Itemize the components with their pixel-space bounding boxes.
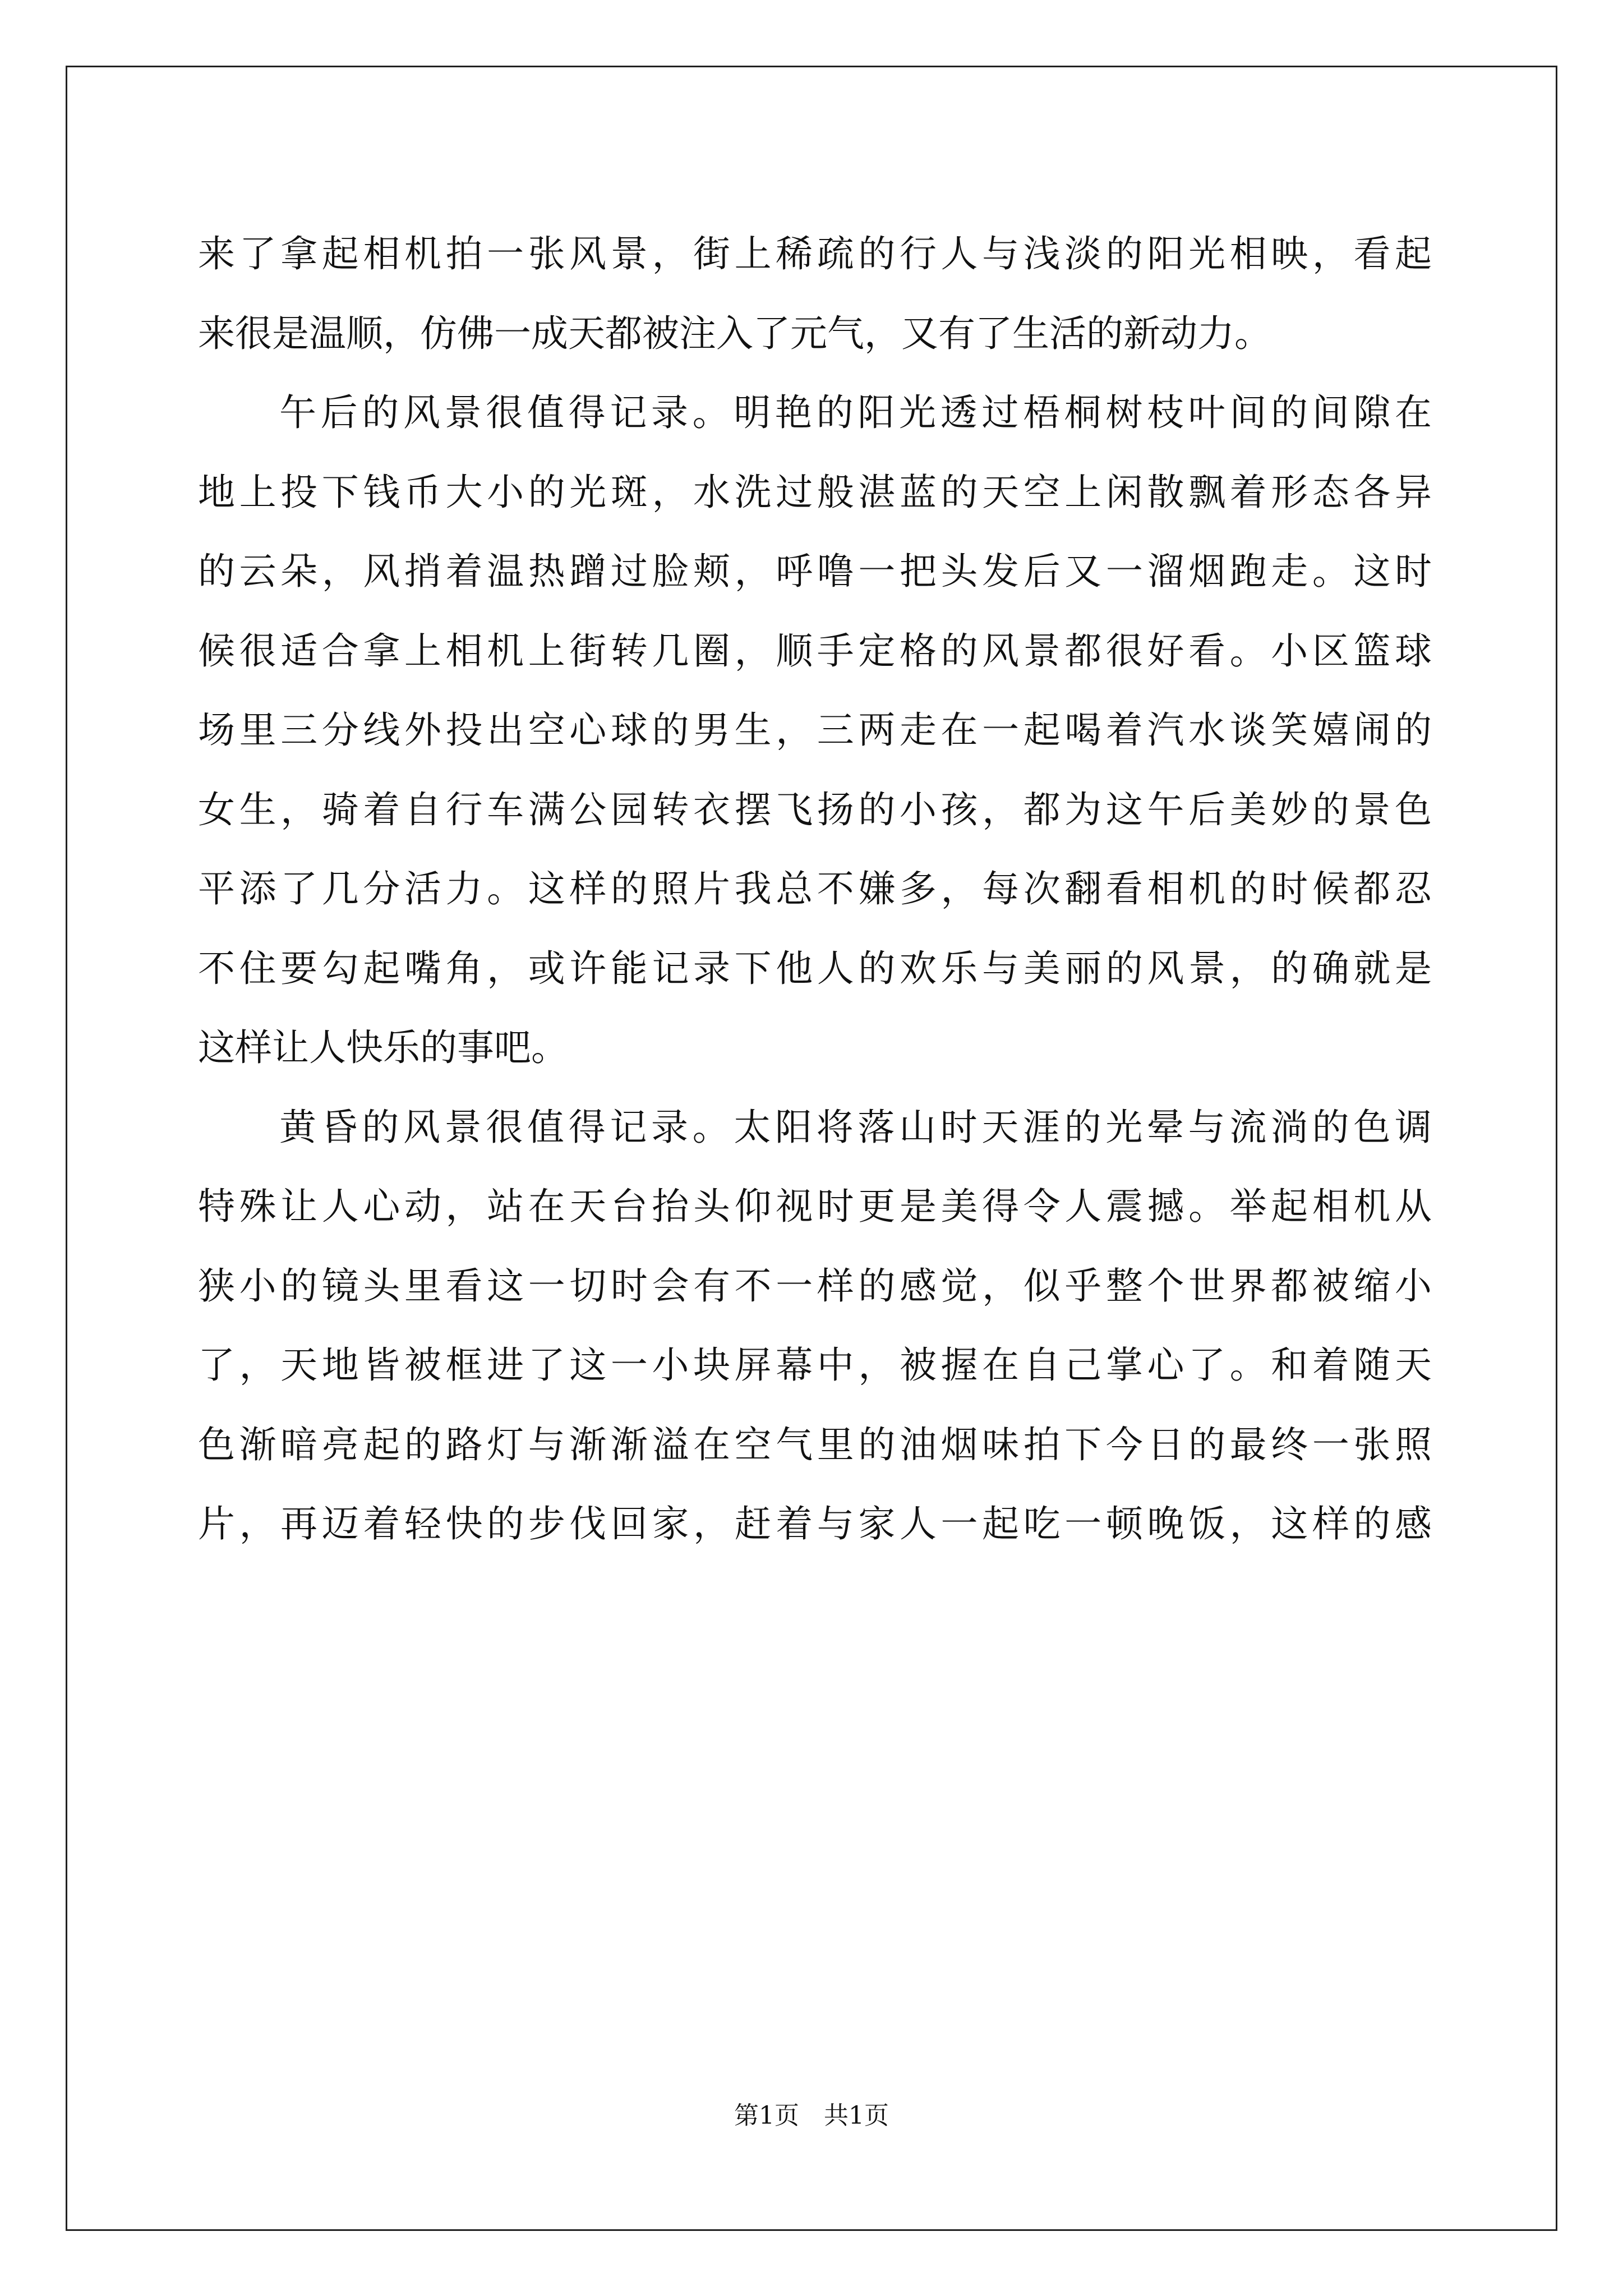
paragraph-start-line: 黄昏的风景很值得记录。太阳将落山时天涯的光晕与流淌的色调 <box>279 1105 1432 1149</box>
text-line: 的云朵，风捎着温热蹭过脸颊，呼噜一把头发后又一溜烟跑走。这时 <box>198 550 1432 593</box>
document-body <box>198 214 1432 1564</box>
text-line: 来了拿起相机拍一张风景，街上稀疏的行人与浅淡的阳光相映，看起 <box>198 232 1432 275</box>
text-line: 地上投下钱币大小的光斑，水洗过般湛蓝的天空上闲散飘着形态各异 <box>198 470 1432 514</box>
text-line: 女生，骑着自行车满公园转衣摆飞扬的小孩，都为这午后美妙的景色 <box>198 788 1432 831</box>
text-line: 场里三分线外投出空心球的男生，三两走在一起喝着汽水谈笑嬉闹的 <box>198 708 1432 752</box>
text-line: 来很是温顺，仿佛一成天都被注入了元气，又有了生活的新动力。 <box>198 311 1271 355</box>
text-line: 了，天地皆被框进了这一小块屏幕中，被握在自己掌心了。和着随天 <box>198 1343 1432 1387</box>
text-line: 色渐暗亮起的路灯与渐渐溢在空气里的油烟味拍下今日的最终一张照 <box>198 1423 1432 1466</box>
text-line: 不住要勾起嘴角，或许能记录下他人的欢乐与美丽的风景，的确就是 <box>198 946 1432 990</box>
text-line: 候很适合拿上相机上街转几圈，顺手定格的风景都很好看。小区篮球 <box>198 629 1432 673</box>
text-line: 狭小的镜头里看这一切时会有不一样的感觉，似乎整个世界都被缩小 <box>198 1264 1432 1308</box>
text-line: 平添了几分活力。这样的照片我总不嫌多，每次翻看相机的时候都忍 <box>198 867 1432 910</box>
page-footer: 第1页 共1页 <box>734 2101 889 2130</box>
text-line: 特殊让人心动，站在天台抬头仰视时更是美得令人震撼。举起相机从 <box>198 1185 1432 1228</box>
text-line: 片，再迈着轻快的步伐回家，赶着与家人一起吃一顿晚饭，这样的感 <box>198 1502 1432 1545</box>
paragraph-start-line: 午后的风景很值得记录。明艳的阳光透过梧桐树枝叶间的间隙在 <box>279 391 1432 434</box>
text-line: 这样让人快乐的事吧。 <box>198 1026 568 1069</box>
